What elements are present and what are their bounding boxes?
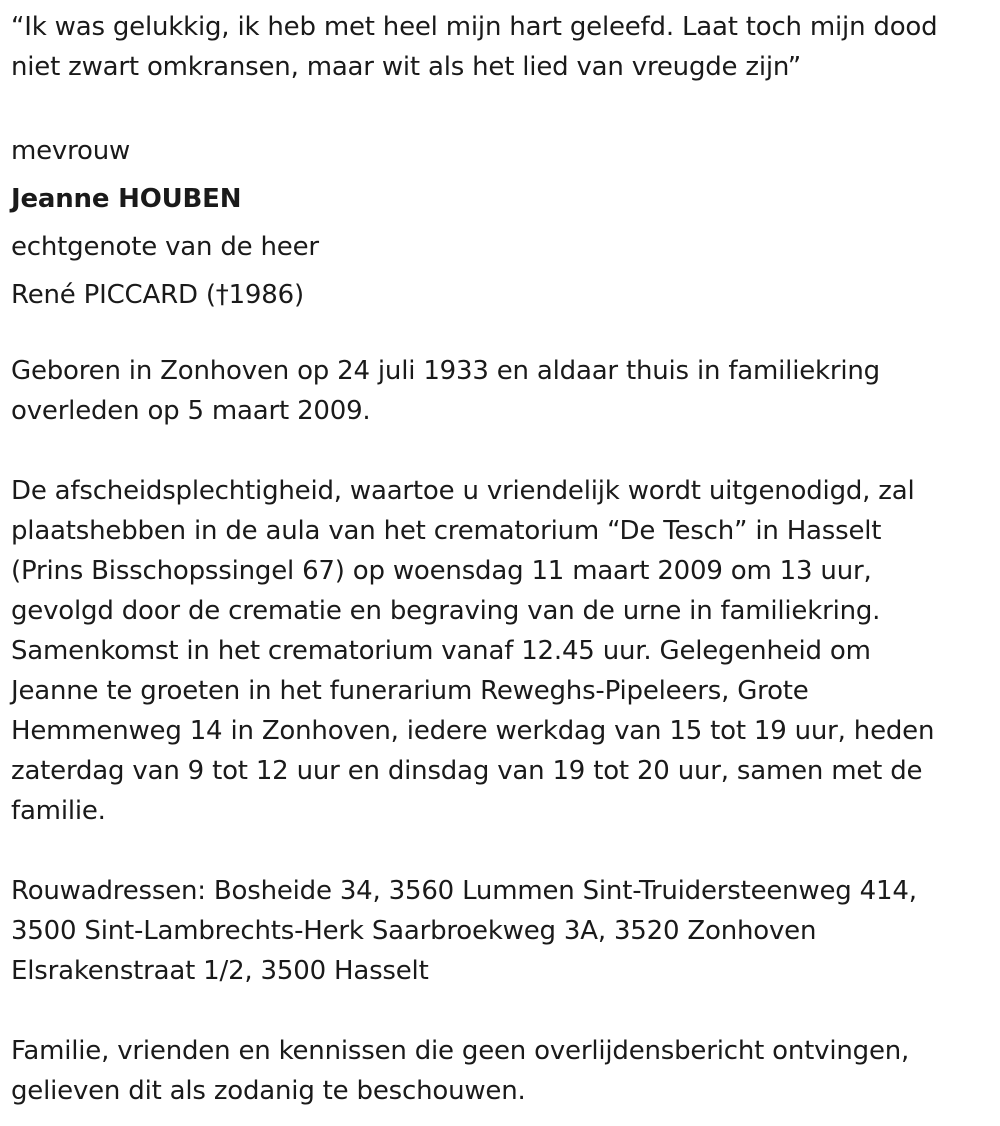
paragraph-line: Geboren in Zonhoven op 24 juli 1933 en aldaar thuis in familiekring — [11, 356, 880, 386]
paragraph-line: Rouwadressen: Bosheide 34, 3560 Lummen Sint-Truidersteenweg 414, — [11, 876, 917, 906]
addresses-paragraph — [11, 871, 1000, 991]
paragraph-line: 3500 Sint-Lambrechts-Herk Saarbroekweg 3A, 3520 Zonhoven — [11, 916, 817, 946]
birth-death-paragraph — [11, 351, 1000, 431]
paragraph-line: Jeanne te groeten in het funerarium Reweghs-Pipeleers, Grote — [11, 676, 809, 706]
cross-icon: † — [215, 280, 229, 310]
paragraph-line: Elsrakenstraat 1/2, 3500 Hasselt — [11, 956, 429, 986]
relation-text: echtgenote van de heer — [11, 232, 319, 262]
quote-line: “Ik was gelukkig, ik heb met heel mijn hart geleefd. Laat toch mijn dood — [11, 12, 938, 42]
ceremony-paragraph — [11, 471, 1000, 831]
salutation: mevrouw — [11, 136, 131, 166]
paragraph-line: Familie, vrienden en kennissen die geen overlijdensbericht ontvingen, — [11, 1036, 910, 1066]
closing-paragraph — [11, 1031, 1000, 1111]
paragraph-line: gevolgd door de crematie en begraving van de urne in familiekring. — [11, 596, 881, 626]
spouse-name: René PICCARD ( — [11, 280, 216, 310]
paragraph-line: Samenkomst in het crematorium vanaf 12.45 uur. Gelegenheid om — [11, 636, 871, 666]
quote-line: niet zwart omkransen, maar wit als het lied van vreugde zijn” — [11, 52, 802, 82]
spouse-death-year: 1986) — [228, 280, 304, 310]
deceased-name: Jeanne HOUBEN — [11, 184, 242, 214]
paragraph-line: Hemmenweg 14 in Zonhoven, iedere werkdag van 15 tot 19 uur, heden — [11, 716, 935, 746]
paragraph-line: (Prins Bisschopssingel 67) op woensdag 11 maart 2009 om 13 uur, — [11, 556, 872, 586]
paragraph-line: zaterdag van 9 tot 12 uur en dinsdag van 19 tot 20 uur, samen met de — [11, 756, 923, 786]
paragraph-line: gelieven dit als zodanig te beschouwen. — [11, 1076, 526, 1106]
paragraph-line: plaatshebben in de aula van het crematorium “De Tesch” in Hasselt — [11, 516, 882, 546]
paragraph-line: familie. — [11, 796, 106, 826]
spouse-line — [11, 271, 1000, 319]
paragraph-line: De afscheidsplechtigheid, waartoe u vriendelijk wordt uitgenodigd, zal — [11, 476, 915, 506]
paragraph-line: overleden op 5 maart 2009. — [11, 396, 371, 426]
opening-quote — [11, 7, 1000, 87]
